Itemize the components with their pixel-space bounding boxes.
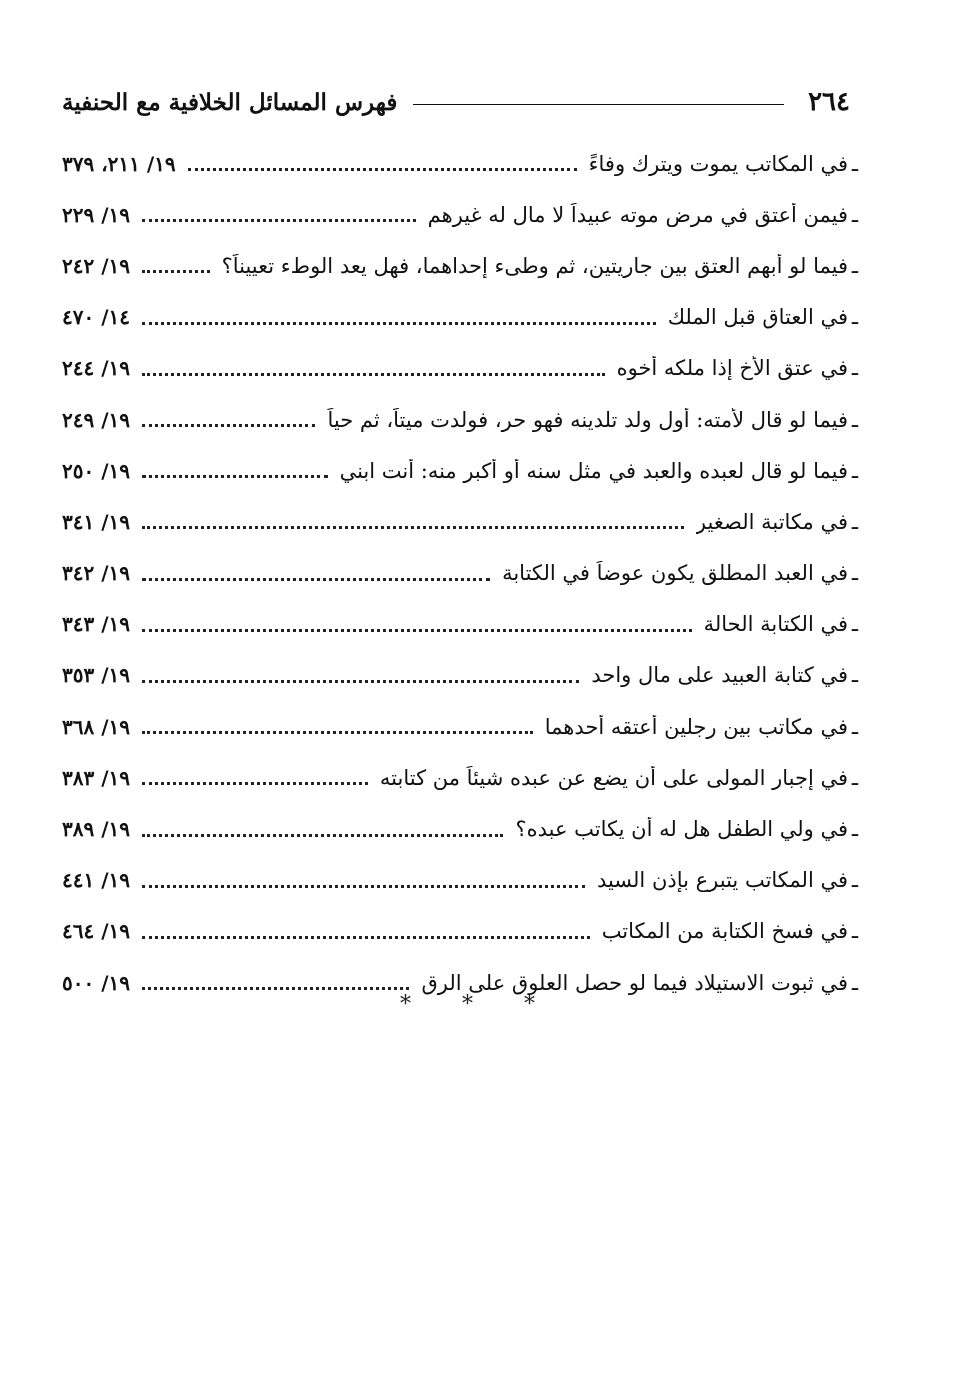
entry-text: في المكاتب يموت ويترك وفاءً xyxy=(588,151,848,176)
entry-text: في فسخ الكتابة من المكاتب xyxy=(601,919,848,944)
dot-leader xyxy=(142,987,409,990)
index-entry xyxy=(62,138,862,189)
dot-leader xyxy=(188,168,577,171)
dot-leader xyxy=(142,219,416,222)
entry-text: في مكاتب بين رجلين أعتقه أحدهما xyxy=(544,714,848,739)
index-entry xyxy=(62,650,862,701)
index-entry xyxy=(62,343,862,394)
entry-dash: ـ xyxy=(851,765,859,790)
entry-page-reference: ١٩/ ٤٤١ xyxy=(62,868,130,893)
entry-text: في كتابة العبيد على مال واحد xyxy=(591,663,848,688)
entry-dash: ـ xyxy=(851,561,859,586)
entry-page-reference: ١٩/ ٣٤٢ xyxy=(62,561,130,586)
dot-leader xyxy=(142,270,210,273)
index-entries xyxy=(62,138,862,1008)
entry-dash: ـ xyxy=(851,151,859,176)
index-entry xyxy=(62,445,862,496)
entry-text: فيما لو قال لأمته: أول ولد تلدينه فهو حر، فولدت ميتاً، ثم حياً xyxy=(327,407,848,432)
entry-page-reference: ١٩/ ٣٤٣ xyxy=(62,612,130,637)
dot-leader xyxy=(142,936,590,939)
entry-text: فيمن أعتق في مرض موته عبيداً لا مال له غيرهم xyxy=(427,202,848,227)
entry-dash: ـ xyxy=(851,509,859,534)
entry-page-reference: ١٩/ ٢٢٩ xyxy=(62,202,130,227)
entry-page-reference: ١٩/ ٢٤٩ xyxy=(62,407,130,432)
entry-dash: ـ xyxy=(851,663,859,688)
entry-page-reference: ١٩/ ٣٤١ xyxy=(62,509,130,534)
entry-dash: ـ xyxy=(851,612,859,637)
index-entry xyxy=(62,496,862,547)
entry-page-reference: ١٩/ ٣٦٨ xyxy=(62,714,130,739)
entry-text: فيما لو قال لعبده والعبد في مثل سنه أو أكبر منه: أنت ابني xyxy=(339,458,848,483)
entry-text: في العبد المطلق يكون عوضاً في الكتابة xyxy=(502,561,848,586)
dot-leader xyxy=(142,526,684,529)
dot-leader xyxy=(142,424,315,427)
entry-text: في ولي الطفل هل له أن يكاتب عبده؟ xyxy=(515,817,848,842)
entry-dash: ـ xyxy=(851,202,859,227)
index-entry xyxy=(62,906,862,957)
entry-dash: ـ xyxy=(851,407,859,432)
dot-leader xyxy=(142,680,579,683)
running-header xyxy=(62,82,850,122)
index-entry xyxy=(62,240,862,291)
dot-leader xyxy=(142,834,503,837)
entry-text: في ثبوت الاستيلاد فيما لو حصل العلوق على الرق xyxy=(421,970,848,995)
index-entry xyxy=(62,701,862,752)
entry-text: في المكاتب يتبرع بإذن السيد xyxy=(596,868,848,893)
entry-page-reference: ١٩/ ٢٥٠ xyxy=(62,458,130,483)
running-title: فهرس المسائل الخلافية مع الحنفية xyxy=(62,88,398,116)
entry-page-reference: ١٤/ ٤٧٠ xyxy=(62,305,130,330)
dot-leader xyxy=(142,629,692,632)
entry-dash: ـ xyxy=(851,714,859,739)
entry-text: في العتاق قبل الملك xyxy=(667,305,848,330)
entry-text: في الكتابة الحالة xyxy=(703,612,848,637)
dot-leader xyxy=(142,475,328,478)
entry-dash: ـ xyxy=(851,253,859,278)
entry-dash: ـ xyxy=(851,970,859,995)
section-end-mark: * * * xyxy=(400,992,557,1017)
entry-page-reference: ١٩/ ٥٠٠ xyxy=(62,970,130,995)
entry-page-reference: ١٩/ ٣٨٩ xyxy=(62,817,130,842)
index-entry xyxy=(62,292,862,343)
entry-text: في مكاتبة الصغير xyxy=(695,509,848,534)
entry-text: في عتق الأخ إذا ملكه أخوه xyxy=(616,356,848,381)
dot-leader xyxy=(142,373,605,376)
page-number: ٢٦٤ xyxy=(808,87,850,117)
entry-text: في إجبار المولى على أن يضع عن عبده شيئاً من كتابته xyxy=(379,765,848,790)
index-entry xyxy=(62,548,862,599)
dot-leader xyxy=(142,578,490,581)
entry-page-reference: ١٩/ ٣٨٣ xyxy=(62,765,130,790)
entry-page-reference: ١٩/ ٢١١، ٣٧٩ xyxy=(62,151,176,176)
entry-dash: ـ xyxy=(851,868,859,893)
dot-leader xyxy=(142,322,656,325)
header-rule xyxy=(413,104,784,105)
entry-page-reference: ١٩/ ٢٤٢ xyxy=(62,253,130,278)
dot-leader xyxy=(142,782,368,785)
entry-dash: ـ xyxy=(851,356,859,381)
entry-dash: ـ xyxy=(851,305,859,330)
entry-dash: ـ xyxy=(851,919,859,944)
index-entry xyxy=(62,803,862,854)
index-entry xyxy=(62,855,862,906)
index-entry xyxy=(62,189,862,240)
dot-leader xyxy=(142,885,585,888)
entry-page-reference: ١٩/ ٢٤٤ xyxy=(62,356,130,381)
entry-page-reference: ١٩/ ٤٦٤ xyxy=(62,919,130,944)
index-entry xyxy=(62,599,862,650)
entry-dash: ـ xyxy=(851,458,859,483)
index-entry xyxy=(62,752,862,803)
entry-page-reference: ١٩/ ٣٥٣ xyxy=(62,663,130,688)
index-entry xyxy=(62,394,862,445)
entry-text: فيما لو أبهم العتق بين جاريتين، ثم وطىء إحداهما، فهل يعد الوطء تعييناً؟ xyxy=(221,253,848,278)
dot-leader xyxy=(142,731,533,734)
entry-dash: ـ xyxy=(851,817,859,842)
